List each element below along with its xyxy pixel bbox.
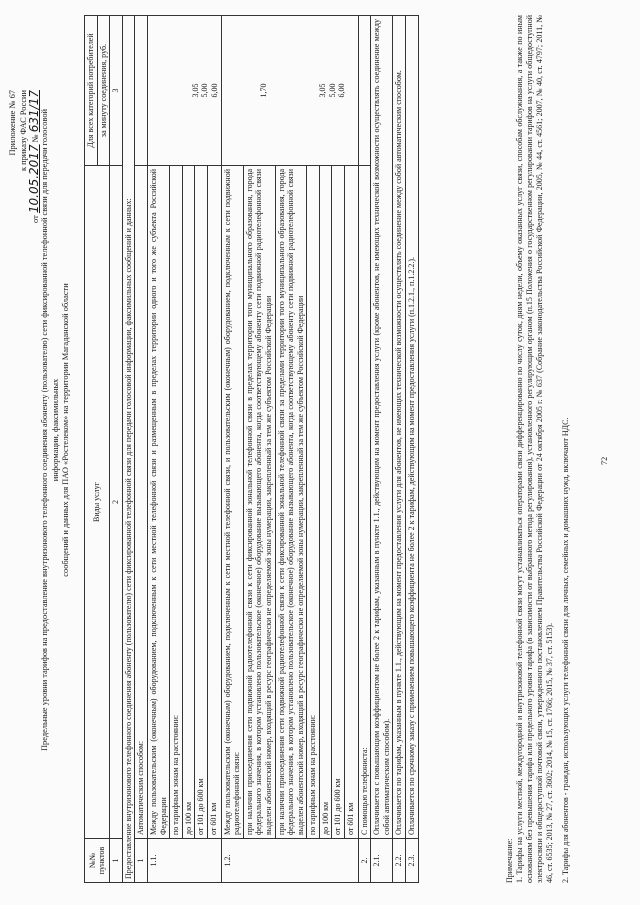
title-line-2: сообщений и данных для ПАО «Ростелеком» на территории Магаданской области [61,283,70,577]
notes-section [505,15,571,883]
column-number-row: 1 2 3 [110,16,123,883]
table-row: 2. С помощью телефониста: [358,16,371,883]
table-row: 1 Автоматическим способом: [135,16,148,883]
col-header-number: №№ пунктов [85,839,110,883]
table-row: 2.1. Оплачивается с повышающим коэффициентом не более 2 к тарифам, указанным в пункте 1.1., действующим на момент предоставления услуги (кроме абонентов, не имеющих технической возможности осуществлять соединение между собой автоматическим способом). [371,16,393,883]
note-1: 1. Тарифы на услуги местной, междугородной и внутризоновой телефонной связи могут устанавливаться операторами связи дифференцированно по числу суток, дням недели, объему оказанных услуг связи, способам обслуживания, а также по иным основаниям без превышения тарифа или предельного уровня тарифа (в зависимости от выбранного метода регулирования), установленного регулирующим органом (п.15 Положения о государственном регулировании тарифов на услуги общедоступной электросвязи и общедоступной почтовой связи, утвержденного постановлением Правительства Российской Федерации от 24 октября 2005 г. № 637 (Собрание законодательства Российской Федерации, 2005, № 44, ст. 4561; 2007, № 40, ст. 4797; 2011, № 46, ст. 6535; 2013, № 27, ст. 3602; 2014, № 15, ст. 1766; 2015, № 37, ст. 5153). [515,15,554,883]
col-header-service: Виды услуг [85,166,110,839]
appendix-header [8,90,42,223]
tariff-table [84,15,419,883]
table-row: 1.1. Между пользовательским (оконечным) оборудованием, подключенным к сети местной телефонной связи и размещенным в пределах территории одного и того же субъекта Российской Федерации по тарифным зонам на расстоянии: до 100 км от 101 до 600 км от 601 км 3,05 5,00 6,00 [147,16,221,883]
order-reference: к приказу ФАС России [18,90,28,172]
col-header-consumers: Для всех категорий потребителей [85,16,98,166]
order-date: 10.05.2017 [27,144,41,214]
section-title-row [122,16,135,883]
section-title: Предоставление внутризонового телефонного соединения абоненту (пользователю) сети фиксированной телефонной связи для передачи голосовой информации, факсимильных сообщений и данных: [122,16,135,883]
document-title [40,85,72,775]
note-2: 2. Тарифы для абонентов - граждан, использующих услуги телефонной связи для личных, семейных и домашних нужд, включают НДС. [561,417,570,883]
table-row: 2.3. Оплачивается по срочному заказу с применением повышающего коэффициента не более 2 к тарифам, действующим на момент предоставления услуги (п.1.2.1., п.1.2.2.). [406,16,419,883]
col-header-per-minute: за минуту соединения, руб. [97,16,110,166]
table-header-row [85,16,98,883]
table-row: 2.2. Оплачивается по тарифам, указанным в пункте 1.1., действующим на момент предоставления услуги для абонентов, не имеющих технической возможности осуществлять соединение между собой автоматическим способом. [393,16,406,883]
notes-heading: Примечание: [505,838,514,883]
order-number: 631/17 [27,90,41,133]
title-line-1: Предельные уровни тарифов на предоставление внутризонового телефонного соединения абоненту (пользователю) сети фиксированной телефонной связи для передачи голосовой информации, факсимильных [40,108,60,752]
appendix-number: Приложение № 67 [8,90,17,156]
page-number: 72 [600,456,609,465]
order-date-line: от 10.05.2017 № 631/17 [27,90,41,223]
table-row: 1.2. Между пользовательским (оконечным) оборудованием, подключенным к сети местной телефонной связи, и пользовательским (оконечным) оборудованием, подключенным к сети подвижной радиотелефонной связи: при наличии присоединения сети подвижной радиотелефонной связи к сети фиксированной зональной телефонной связи в пределах территории того муниципального образования, города федерального значения, в котором установлено пользовательское (оконечное) оборудование вызывающего абонента, когда соответствующему абоненту сети подвижной радиотелефонной связи выделен абонентский номер, входящий в ресурс географически не определяемой зоны нумерации, закрепленный за тем же субъектом Российской Федерации при наличии присоединения сети подвижной радиотелефонной связи к сети фиксированной зональной телефонной связи за пределами территории того муниципального образования, города федерального значения, в котором установлено пользовательское (оконечное) оборудование вызывающего абонента, когда соответствующему абоненту сети подвижной радиотелефонной связи выделен абонентский номер, входящий в ресурс географически не определяемой зоны нумерации, закрепленный за тем же субъектом Российской Федерации по тарифным зонам на расстоянии: до 100 км от 101 до 600 км от 601 км 1,70 3,05 5,00 6,00 [221,16,358,883]
mobile-rate-value: 1,70 [258,83,268,98]
